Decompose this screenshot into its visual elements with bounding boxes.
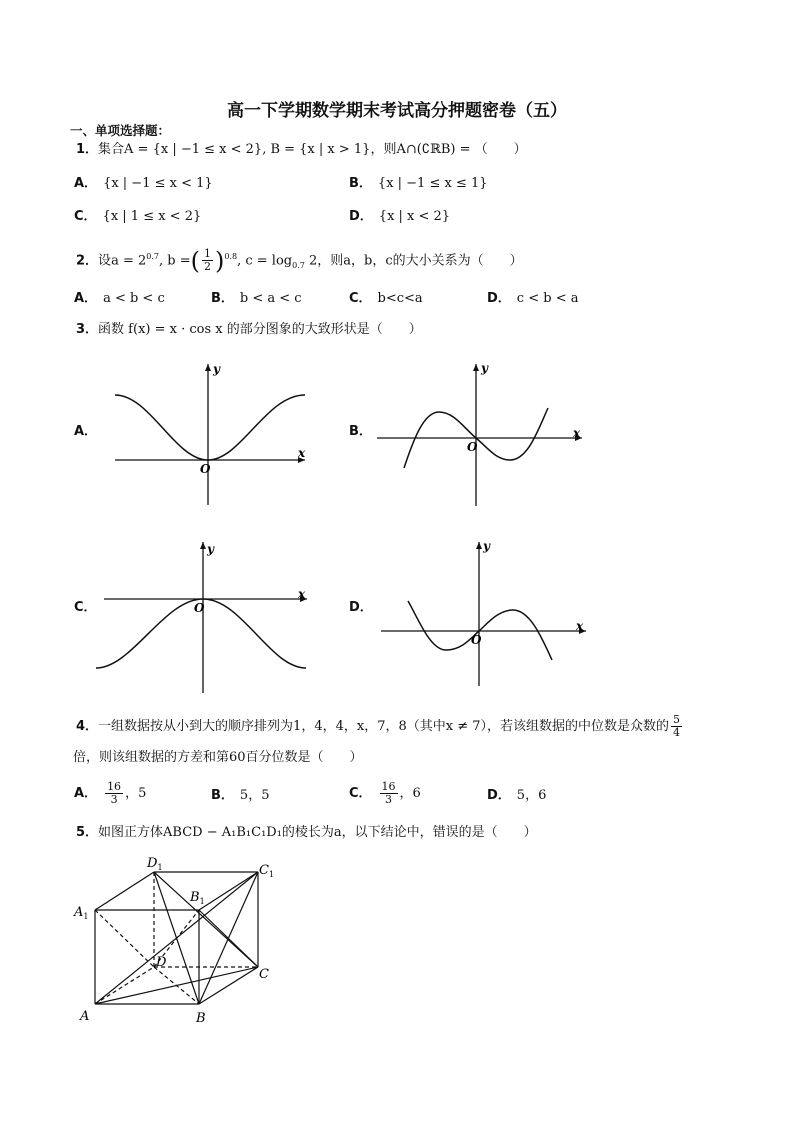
- question-text: 2: [304, 253, 318, 269]
- option-label: C．: [349, 786, 372, 801]
- option-text: a < b < c: [103, 291, 165, 306]
- option-label: A．: [74, 424, 98, 439]
- numerator: 16: [107, 780, 122, 793]
- paren: (: [190, 246, 200, 275]
- graph-a[interactable]: [110, 360, 310, 510]
- q2-option-c[interactable]: [349, 290, 423, 308]
- option-label: D．: [487, 788, 511, 803]
- denominator: 3: [110, 793, 118, 806]
- section-heading: 一、单项选择题：: [70, 123, 171, 138]
- q1-option-a[interactable]: [74, 175, 213, 193]
- option-text: ，5: [125, 786, 147, 801]
- question-stem: 函数 f(x) = x · cos x 的部分图象的大致形状是（ ）: [98, 322, 422, 337]
- option-text: b<c<a: [377, 291, 423, 306]
- cube-diagram: [70, 852, 290, 1032]
- x-label: x: [298, 446, 306, 460]
- question-number: 5．: [76, 825, 99, 840]
- origin-label: O: [200, 462, 211, 476]
- fraction: [380, 781, 398, 806]
- question-text: a = 2: [111, 253, 147, 269]
- fraction: [105, 781, 123, 806]
- option-label: D．: [487, 291, 511, 306]
- hidden-ad: [95, 967, 154, 1004]
- q1-option-b[interactable]: [349, 175, 488, 193]
- option-text: 5，5: [239, 788, 270, 803]
- option-label: C．: [74, 600, 97, 615]
- numerator: 16: [381, 780, 396, 793]
- question-4-continued: [73, 749, 363, 767]
- denominator: 4: [673, 726, 680, 739]
- option-label: B．: [211, 788, 234, 803]
- option-label: D．: [349, 209, 373, 224]
- question-stem: 倍，则该组数据的方差和第60百分位数是（ ）: [73, 750, 363, 765]
- question-3: [76, 321, 422, 339]
- hidden-a1d: [95, 910, 154, 967]
- paren: ): [214, 246, 225, 275]
- option-label: A．: [74, 786, 98, 801]
- option-label: B．: [211, 291, 234, 306]
- question-text: , c = log: [237, 253, 293, 269]
- vertex-b1: $B_1$: [190, 890, 205, 906]
- q1-option-d[interactable]: [349, 208, 450, 226]
- edge-a1d1: [95, 872, 154, 910]
- curve: [115, 395, 305, 460]
- origin-label: O: [467, 440, 478, 454]
- q2-option-d[interactable]: [487, 290, 578, 308]
- option-label: D．: [349, 600, 373, 615]
- fraction: [671, 714, 682, 739]
- origin-label: O: [471, 633, 482, 647]
- option-label: A．: [74, 176, 98, 191]
- option-label: B．: [349, 176, 372, 191]
- question-text: ，则a，b，c的大小关系为（ ）: [317, 253, 523, 269]
- origin-label: O: [194, 601, 205, 615]
- q2-option-a[interactable]: [74, 290, 165, 308]
- page-title: 高一下学期数学期末考试高分押题密卷（五）: [227, 101, 567, 121]
- option-label: C．: [74, 209, 97, 224]
- option-text: {x | −1 ≤ x < 1}: [103, 176, 213, 191]
- diag-b1c: [199, 910, 258, 967]
- vertex-b: B: [196, 1011, 206, 1026]
- y-label: y: [481, 361, 488, 375]
- question-stem: 一组数据按从小到大的顺序排列为1，4，4，x，7，8（其中x ≠ 7），若该组数据的中位数是众数的: [98, 719, 669, 734]
- option-label: A．: [74, 291, 98, 306]
- q2-option-b[interactable]: [211, 290, 302, 308]
- x-label: x: [576, 619, 584, 633]
- q1-option-c[interactable]: [74, 208, 201, 226]
- option-text: {x | −1 ≤ x ≤ 1}: [377, 176, 488, 191]
- option-text: ，6: [399, 786, 421, 801]
- q4-option-d[interactable]: [487, 787, 546, 805]
- q4-option-b[interactable]: [211, 787, 269, 805]
- question-1: [76, 141, 527, 159]
- exponent: 0.7: [146, 252, 159, 261]
- option-text: b < a < c: [239, 291, 302, 306]
- question-number: 4．: [76, 719, 99, 734]
- y-arrow-icon: [473, 364, 479, 371]
- option-text: {x | 1 ≤ x < 2}: [102, 209, 202, 224]
- question-5: [76, 824, 537, 842]
- option-text: 5，6: [516, 788, 547, 803]
- y-label: y: [207, 542, 214, 556]
- question-text: , b =: [158, 253, 191, 269]
- option-label: C．: [349, 291, 372, 306]
- option-text: {x | x < 2}: [378, 209, 451, 224]
- numerator: 1: [203, 247, 211, 261]
- graph-d[interactable]: [376, 538, 591, 688]
- graph-c[interactable]: [92, 538, 312, 698]
- y-arrow-icon: [200, 542, 206, 549]
- q3-option-a[interactable]: [74, 423, 103, 441]
- vertex-a1: $A_1$: [74, 905, 89, 921]
- question-text: 设: [98, 253, 112, 269]
- option-label: B．: [349, 424, 372, 439]
- question-stem: 集合A = {x | −1 ≤ x < 2}, B = {x | x > 1}，则A∩(∁ℝB) = （ ）: [98, 142, 527, 157]
- x-label: x: [298, 587, 306, 601]
- y-label: y: [483, 539, 490, 553]
- question-stem: 如图正方体ABCD − A₁B₁C₁D₁的棱长为a，以下结论中，错误的是（ ）: [98, 825, 537, 840]
- exponent: 0.8: [224, 252, 238, 261]
- fraction: [202, 248, 213, 273]
- denominator: 3: [385, 793, 393, 806]
- q3-option-d[interactable]: [349, 599, 379, 617]
- y-arrow-icon: [205, 364, 211, 371]
- question-number: 3．: [76, 322, 99, 337]
- question-number: 1．: [76, 142, 99, 157]
- question-2: [76, 248, 523, 275]
- option-text: c < b < a: [516, 291, 579, 306]
- vertex-a: A: [80, 1009, 90, 1024]
- y-arrow-icon: [476, 542, 482, 549]
- x-label: x: [573, 426, 581, 440]
- vertex-d: D: [156, 955, 167, 970]
- vertex-c1: $C_1$: [259, 863, 275, 879]
- q4-option-a[interactable]: [74, 781, 146, 806]
- vertex-d1: $D_1$: [147, 856, 163, 872]
- question-4: [76, 714, 684, 739]
- y-label: y: [213, 362, 220, 376]
- q4-option-c[interactable]: [349, 781, 421, 806]
- denominator: 2: [203, 260, 211, 274]
- graph-b[interactable]: [372, 360, 587, 510]
- log-base: 0.7: [292, 260, 305, 270]
- question-number: 2．: [76, 253, 99, 269]
- numerator: 5: [673, 713, 680, 726]
- vertex-c: C: [259, 967, 269, 982]
